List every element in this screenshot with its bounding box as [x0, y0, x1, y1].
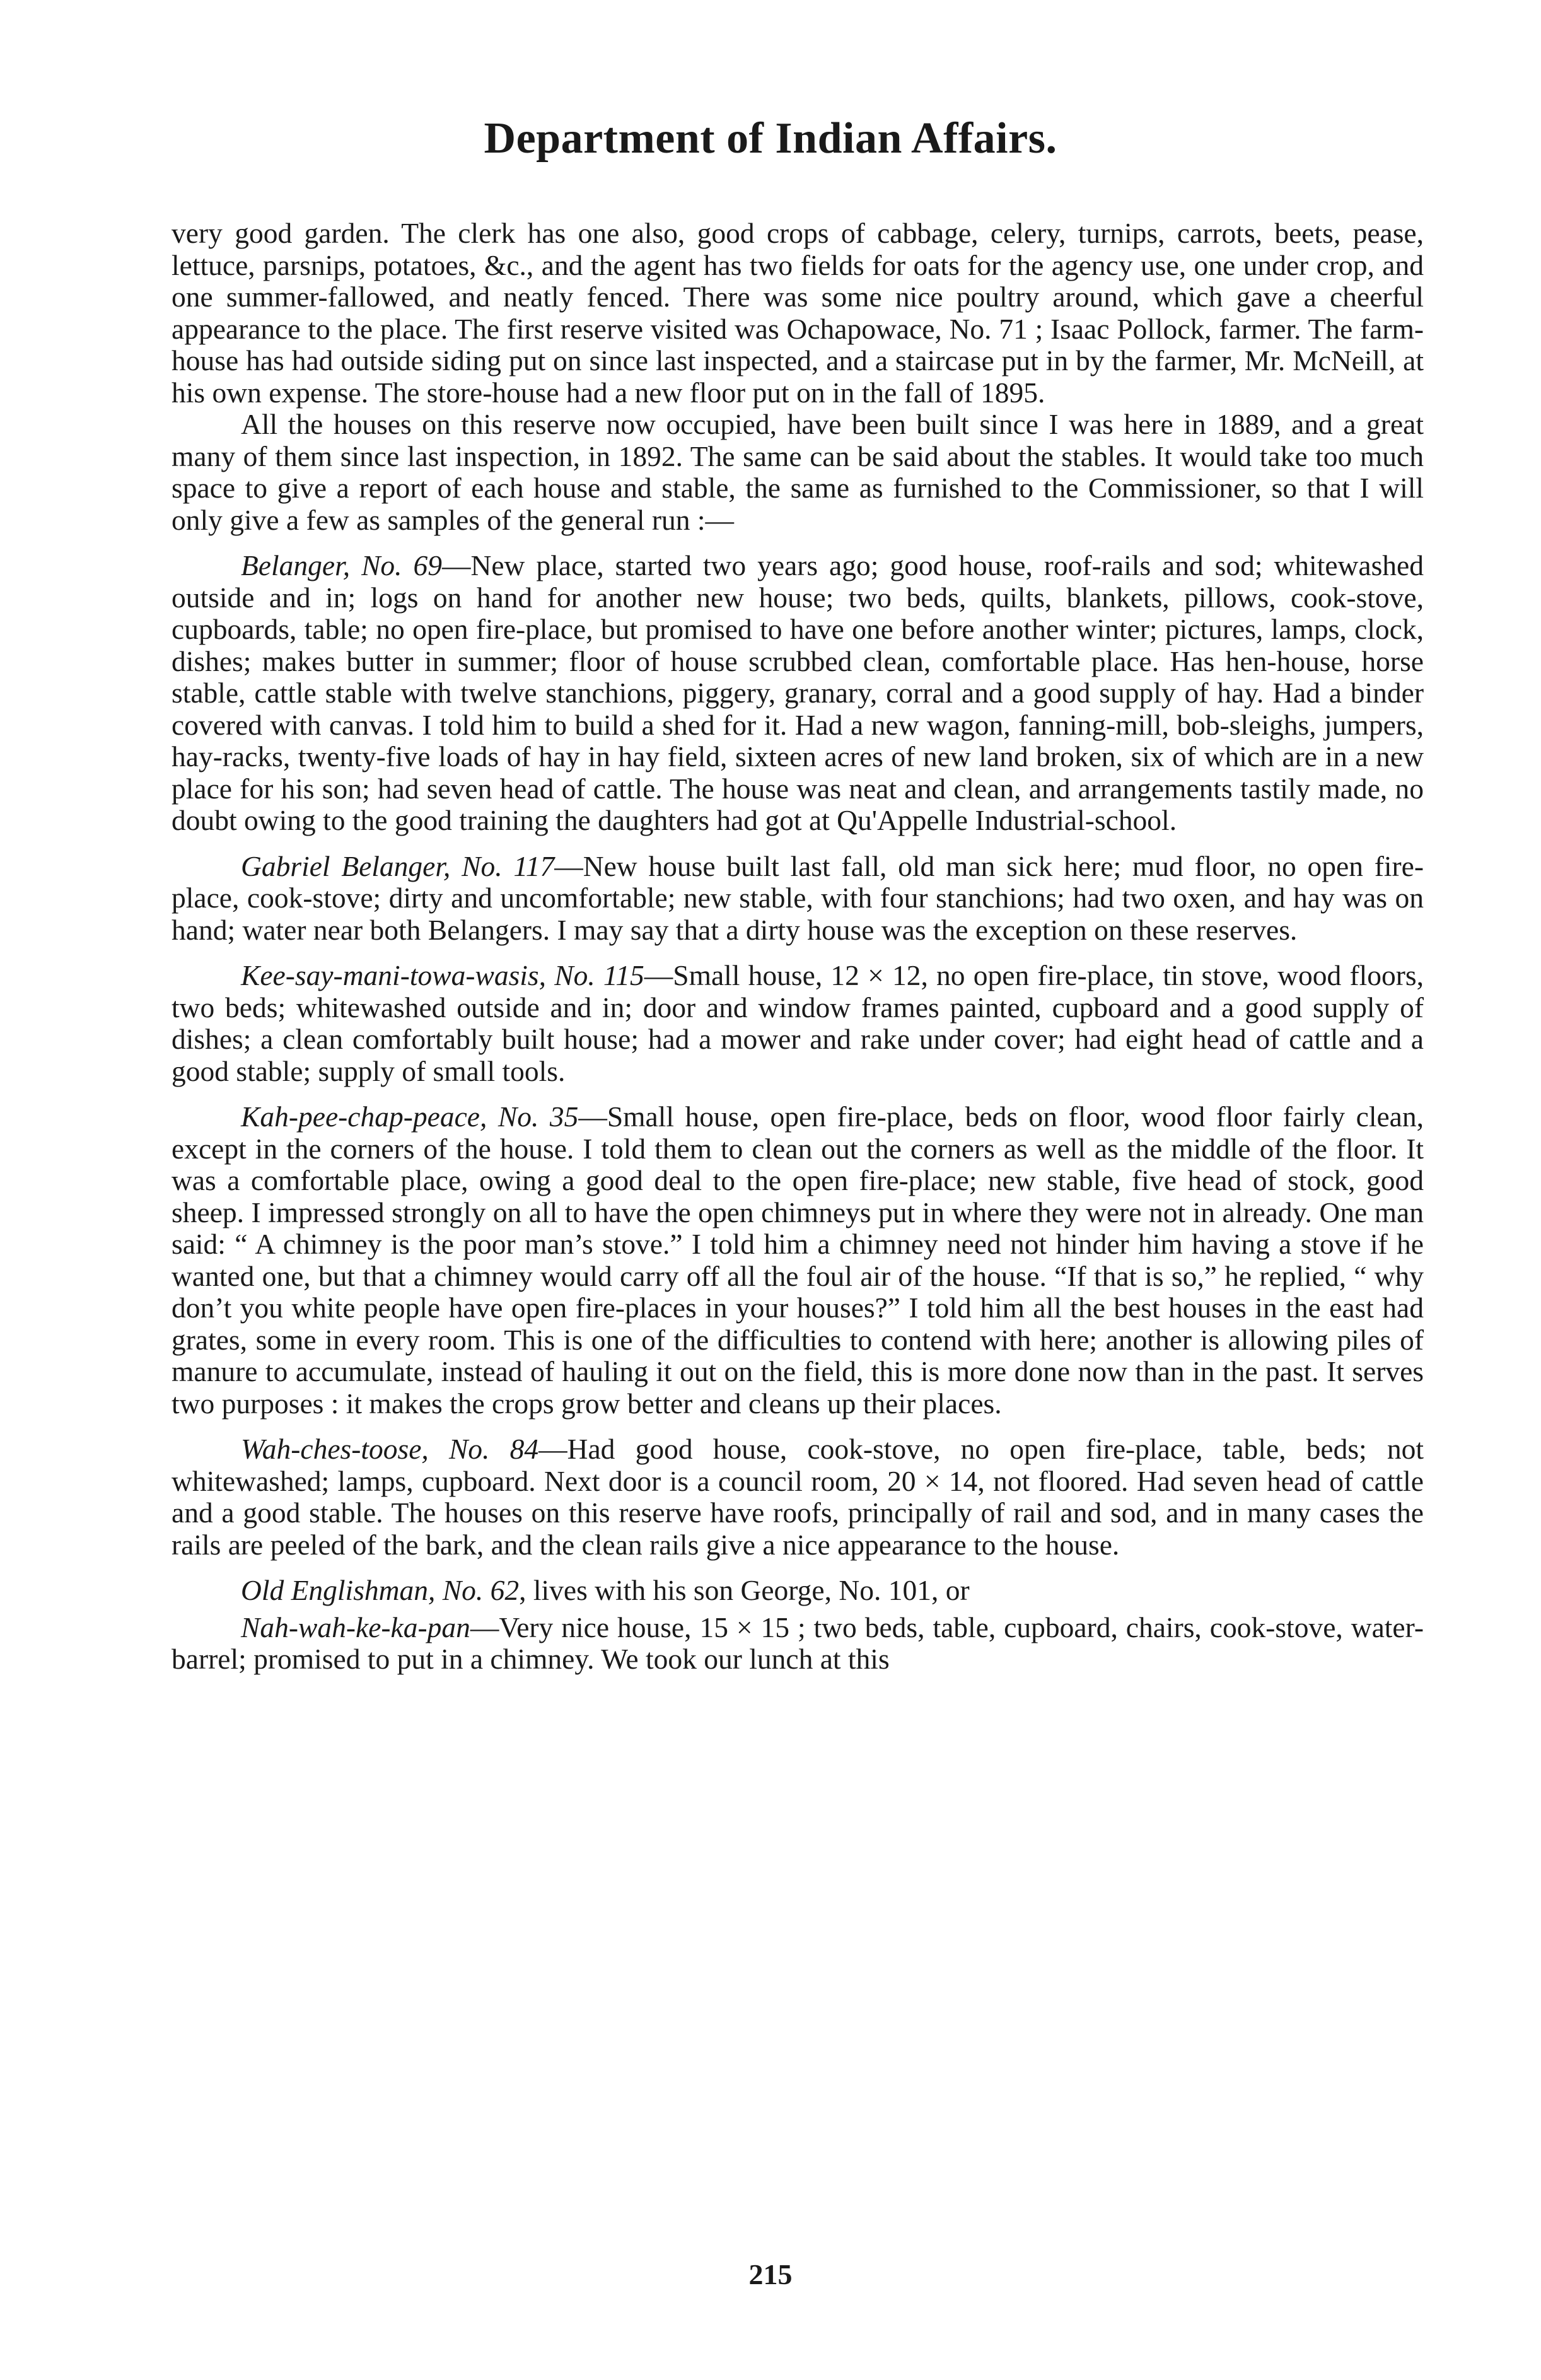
paragraph-text: All the houses on this reserve now occupied, have been built since I was here in 1889, and a great many of them since last inspection, in 1892. The same can be said about the stables. It would take too much space to give a report of each house and stable, the same as furnished to the Commissioner, so that I will only give a few as samples of the general run :— — [172, 408, 1424, 536]
body-text — [172, 218, 1424, 1676]
entry-name: Wah-ches-toose, No. 84 — [241, 1433, 539, 1465]
house-entry — [172, 960, 1424, 1087]
entry-text: —New place, started two years ago; good house, roof-rails and sod; whitewashed outside and in; logs on hand for another new house; two beds, quilts, blankets, pillows, cook-stove, cupboards, table; no open fire-place, but promised to have one before another winter; pictures, lamps, clock, dishes; makes butter in summer; floor of house scrubbed clean, comfortable place. Has hen-house, horse stable, cattle stable with twelve stanchions, piggery, granary, corral and a good supply of hay. Had a binder covered with canvas. I told him to build a shed for it. Had a new wagon, fanning-mill, bob-sleighs, jumpers, hay-racks, twenty-five loads of hay in hay field, sixteen acres of new land broken, six of which are in a new place for his son; had seven head of cattle. The house was neat and clean, and arrangements tastily made, no doubt owing to the good training the daughters had got at Qu'Appelle Industrial-school. — [172, 549, 1424, 836]
entry-text: —Small house, open fire-place, beds on floor, wood floor fairly clean, except in the corners of the house. I told them to clean out the corners as well as the middle of the floor. It was a comfortable place, owing a good deal to the open fire-place; new stable, five head of stock, good sheep. I impressed strongly on all to have the open chimneys put in where they were not in already. One man said: “ A chimney is the poor man’s stove.” I told him a chimney need not hinder him having a stove if he wanted one, but that a chimney would carry off all the foul air of the house. “If that is so,” he replied, “ why don’t you white people have open fire-places in your houses?” I told him all the best houses in the east had grates, some in every room. This is one of the difficulties to contend with here; another is allowing piles of manure to accumulate, instead of hauling it out on the field, this is more done now than in the past. It serves two purposes : it makes the crops grow better and cleans up their places. — [172, 1100, 1424, 1420]
running-header: Department of Indian Affairs. — [484, 114, 1057, 163]
house-entry — [172, 851, 1424, 947]
entry-text: —Small house, 12 × 12, no open fire-place, tin stove, wood floors, two beds; whitewashed outside and in; door and window frames painted, cupboard and a good supply of dishes; a clean comfortably built house; had a mower and rake under cover; had eight head of cattle and a good stable; supply of small tools. — [172, 959, 1424, 1087]
paragraph — [172, 409, 1424, 536]
entry-text: —Had good house, cook-stove, no open fire-place, table, beds; not whitewashed; lamps, cupboard. Next door is a council room, 20 × 14, not floored. Had seven head of cattle and a good stable. The houses on this reserve have roofs, principally of rail and sod, and in many cases the rails are peeled of the bark, and the clean rails give a nice appearance to the house. — [172, 1433, 1424, 1561]
entry-name: Belanger, No. 69 — [241, 549, 442, 581]
entry-name: Gabriel Belanger, No. 117 — [241, 849, 555, 882]
entry-text: —New house built last fall, old man sick here; mud floor, no open fire-place, cook-stove; dirty and uncomfortable; new stable, with four stanchions; had two oxen, and hay was on hand; water near both Belangers. I may say that a dirty house was the exception on these reserves. — [172, 849, 1424, 946]
entry-name: Kah-pee-chap-peace, No. 35 — [241, 1100, 579, 1133]
entry-name: Old Englishman, No. 62 — [241, 1574, 520, 1606]
house-entry — [172, 550, 1424, 837]
paragraph — [172, 218, 1424, 409]
entry-text: , lives with his son George, No. 101, or — [519, 1574, 970, 1606]
house-entry — [172, 1612, 1424, 1676]
house-entry — [172, 1101, 1424, 1420]
paragraph-text: very good garden. The clerk has one also, good crops of cabbage, celery, turnips, carrots, beets, pease, lettuce, parsnips, potatoes, &c., and the agent has two fields for oats for the agency use, one under crop, and one summer-fallowed, and neatly fenced. There was some nice poultry around, which gave a cheerful appearance to the place. The first reserve visited was Ochapowace, No. 71 ; Isaac Pollock, farmer. The farm-house has had outside siding put on since last inspected, and a staircase put in by the farmer, Mr. McNeill, at his own expense. The store-house had a new floor put on in the fall of 1895. — [172, 217, 1424, 409]
entry-name: Kee-say-mani-towa-wasis, No. 115 — [241, 959, 644, 991]
entry-name: Nah-wah-ke-ka-pan — [241, 1611, 470, 1643]
entry-text: —Very nice house, 15 × 15 ; two beds, table, cupboard, chairs, cook-stove, water-barrel; promised to put in a chimney. We took our lunch at this — [172, 1611, 1424, 1675]
house-entry — [172, 1433, 1424, 1561]
page-number: 215 — [748, 2258, 793, 2290]
house-entry — [172, 1575, 1424, 1607]
